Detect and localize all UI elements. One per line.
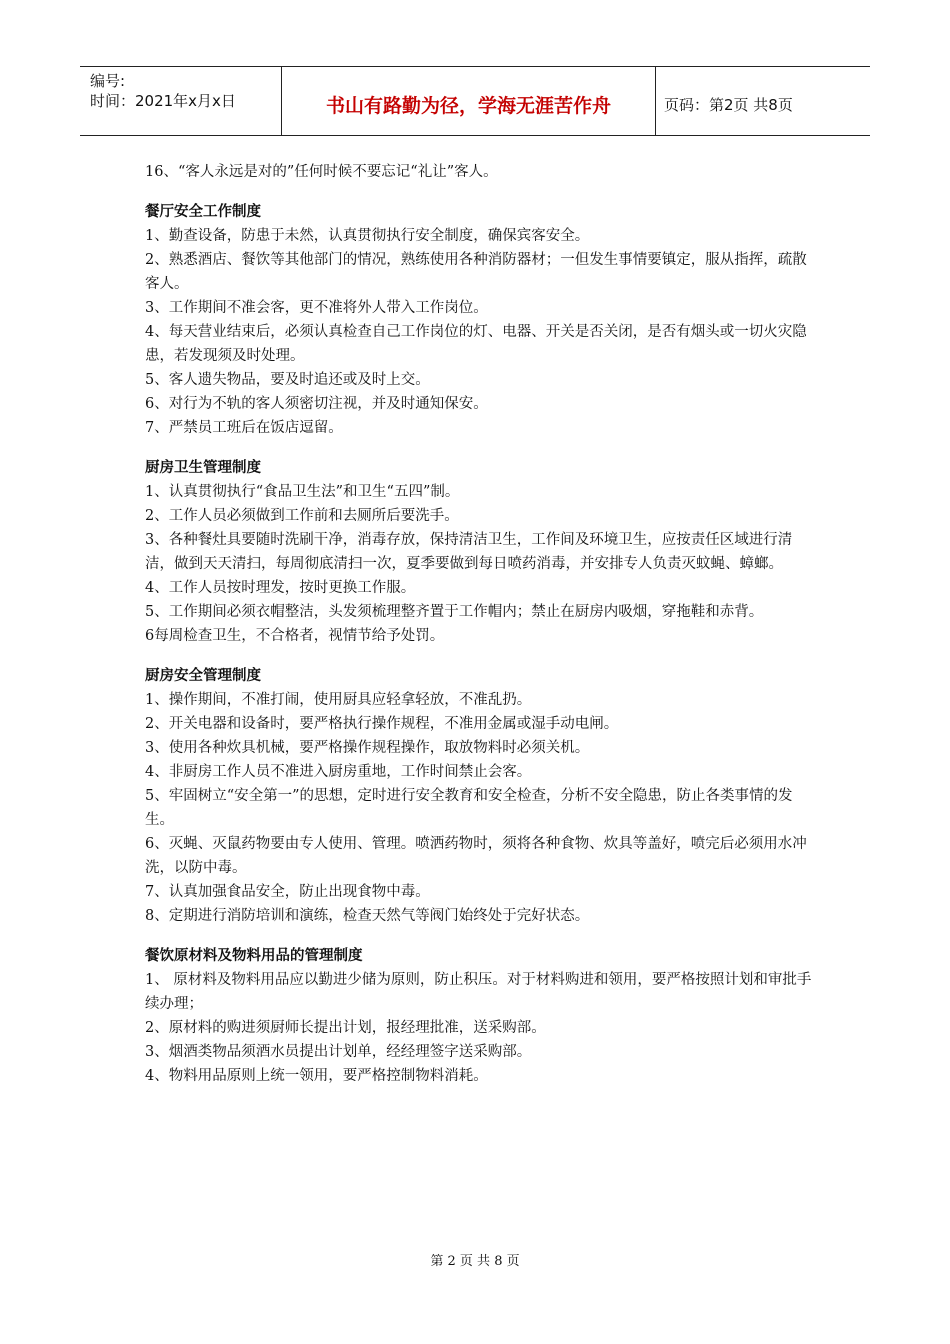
page-footer: 第 2 页 共 8 页 xyxy=(430,1254,520,1269)
section-item: 1、操作期间，不准打闹，使用厨具应轻拿轻放，不准乱扔。 xyxy=(145,692,532,708)
section-item: 5、牢固树立“安全第一”的思想，定时进行安全教育和安全检查，分析不安全隐患，防止各类事情的发生。 xyxy=(145,788,793,828)
section-item: 2、工作人员必须做到工作前和去厕所后要洗手。 xyxy=(145,508,459,524)
header-motto: 书山有路勤为径，学海无涯苦作舟 xyxy=(282,67,656,135)
section-item: 1、认真贯彻执行“食品卫生法”和卫生“五四”制。 xyxy=(145,484,460,500)
section-item: 7、认真加强食品安全，防止出现食物中毒。 xyxy=(145,884,430,900)
section-title: 餐厅安全工作制度 xyxy=(145,203,261,220)
section-item: 2、熟悉酒店、餐饮等其他部门的情况，熟练使用各种消防器材；一但发生事情要镇定，服从指挥，疏散客人。 xyxy=(145,252,807,292)
section-item: 3、工作期间不准会客，更不准将外人带入工作岗位。 xyxy=(145,300,488,316)
section-item: 8、定期进行消防培训和演练，检查天然气等阀门始终处于完好状态。 xyxy=(145,908,590,924)
section-item: 2、原材料的购进须厨师长提出计划，报经理批准，送采购部。 xyxy=(145,1020,546,1036)
header-meta xyxy=(80,67,282,135)
section-item: 6、对行为不轨的客人须密切注视，并及时通知保安。 xyxy=(145,396,488,412)
document-body xyxy=(145,160,815,1088)
section-title: 厨房安全管理制度 xyxy=(145,667,261,684)
section-item: 4、物料用品原则上统一领用，要严格控制物料消耗。 xyxy=(145,1068,488,1084)
section-item: 3、烟酒类物品须酒水员提出计划单，经经理签字送采购部。 xyxy=(145,1044,532,1060)
section-item: 6每周检查卫生，不合格者，视情节给予处罚。 xyxy=(145,628,445,644)
document-number-label: 编号: xyxy=(90,72,126,90)
section-item: 4、每天营业结束后，必须认真检查自己工作岗位的灯、电器、开关是否关闭，是否有烟头或一切火灾隐患，若发现须及时处理。 xyxy=(145,324,807,364)
document-date: 时间：2021年x月x日 xyxy=(90,92,236,110)
section-item: 5、客人遗失物品，要及时追还或及时上交。 xyxy=(145,372,430,388)
section-item: 5、工作期间必须衣帽整洁，头发须梳理整齐置于工作帽内；禁止在厨房内吸烟，穿拖鞋和赤背。 xyxy=(145,604,764,620)
section-title: 厨房卫生管理制度 xyxy=(145,459,261,476)
page-header xyxy=(80,66,870,136)
header-page-info: 页码：第2页 共8页 xyxy=(664,95,793,114)
section-item: 4、非厨房工作人员不准进入厨房重地，工作时间禁止会客。 xyxy=(145,764,532,780)
section-item: 2、开关电器和设备时，要严格执行操作规程，不准用金属或湿手动电闸。 xyxy=(145,716,619,732)
section-item: 1、勤查设备，防患于未然，认真贯彻执行安全制度，确保宾客安全。 xyxy=(145,228,590,244)
section-item: 1、 原材料及物料用品应以勤进少储为原则，防止积压。对于材料购进和领用，要严格按照计划和审批手续办理； xyxy=(145,972,812,1012)
section-item: 3、各种餐灶具要随时洗刷干净，消毒存放，保持清洁卫生，工作间及环境卫生，应按责任区域进行清洁，做到天天清扫，每周彻底清扫一次，夏季要做到每日喷药消毒，并安排专人负责灭蚊蝇、蟑螂。 xyxy=(145,532,793,572)
section-title: 餐饮原材料及物料用品的管理制度 xyxy=(145,947,363,964)
section-item: 3、使用各种炊具机械，要严格操作规程操作，取放物料时必须关机。 xyxy=(145,740,590,756)
section-item: 6、灭蝇、灭鼠药物要由专人使用、管理。喷洒药物时，须将各种食物、炊具等盖好，喷完后必须用水冲洗，以防中毒。 xyxy=(145,836,807,876)
section-item: 7、严禁员工班后在饭店逗留。 xyxy=(145,420,343,436)
intro-item: 16、“客人永远是对的”任何时候不要忘记“礼让”客人。 xyxy=(145,164,498,180)
section-item: 4、工作人员按时理发，按时更换工作服。 xyxy=(145,580,416,596)
